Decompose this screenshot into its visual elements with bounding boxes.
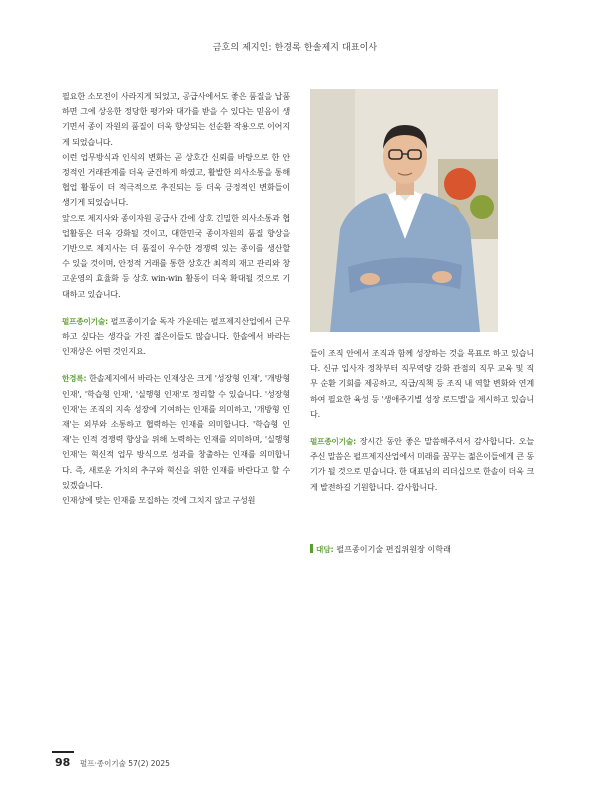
paragraph: 필요한 소모전이 사라지게 되었고, 공급사에서도 좋은 품질을 납품하면 그에 상응한 정당한 평가와 대가를 받을 수 있다는 믿음이 생기면서 종이 자원의 품질이 더욱 향상되는 선순환 작용으로 이어지게 되었습니다.: [62, 91, 290, 147]
journal-citation: 펄프·종이기술 57(2) 2025: [80, 759, 170, 768]
running-header: 금호의 제지인: 한경록 한솔제지 대표이사: [212, 43, 378, 53]
accent-bar: [310, 544, 313, 553]
paragraph: 인재상에 맞는 인재를 모집하는 것에 그치지 않고 구성원: [62, 495, 256, 506]
footer-rule: [52, 751, 74, 753]
paragraph: 들이 조직 안에서 조직과 함께 성장하는 것을 목표로 하고 있습니다. 신규 입사자 정착부터 직무역량 강화 관점의 직무 교육 및 직무 순환 기회를 제공하고, 직급/직책 등 조직 내 역할 변화와 연계하여 필요한 육성 등 '생애주기별 성장 로드맵'을 제시하고 있습니다.: [310, 348, 534, 419]
question-text: 장시간 동안 좋은 말씀해주셔서 감사합니다. 오늘 주신 말씀은 펄프제지산업에서 미래를 꿈꾸는 젊은이들에게 큰 동기가 될 것으로 믿습니다. 한 대표님의 리더십으로 한솔이 더욱 크게 발전하길 기원합니다. 감사합니다.: [310, 436, 535, 492]
question-paragraph: [62, 314, 290, 360]
interviewer-label: 펄프종이기술:: [62, 316, 108, 326]
answer-text: 한솔제지에서 바라는 인재상은 크게 '성장형 인재', '개방형 인재', '학습형 인재', '실행형 인재'로 정리할 수 있습니다. '성장형 인재'는 조직의 지속 성장에 기여하는 인재를 의미하고, '개방형 인재'는 외부와 소통하고 협력하는 인재를 의미합니다. '학습형 인재'는 인적 경쟁력 향상을 위해 노력하는 인재를 의미하며, '실행형 인재'는 혁신적 업무 방식으로 성과를 창출하는 인재를 의미합니다. 즉, 새로운 가치의 추구와 혁신을 위한 인재를 바란다고 할 수 있겠습니다.: [62, 373, 290, 490]
interviewer-credit: [310, 544, 534, 555]
question-text: 펄프종이기술 독자 가운데는 펄프제지산업에서 근무하고 싶다는 생각을 가진 젊은이들도 많습니다. 한솔에서 바라는 인재상은 어떤 것인지요.: [62, 315, 290, 357]
portrait-photo: [310, 89, 498, 332]
paragraph: 앞으로 제지사와 종이자원 공급사 간에 상호 긴밀한 의사소통과 협업활동은 더욱 강화될 것이고, 대한민국 종이자원의 품질 향상을 기반으로 제지사는 더 품질이 우수한 경쟁력 있는 종이를 생산할 수 있을 것이며, 안정적 거래를 통한 상호간 최적의 재고 관리와 창고운영의 효율화 등 상호 win-win 활동이 더욱 확대될 것으로 기대하고 있습니다.: [62, 212, 290, 299]
answer-paragraph: [62, 371, 290, 493]
left-text-column: [62, 89, 290, 508]
paragraph: 이런 업무방식과 인식의 변화는 곧 상호간 신뢰를 바탕으로 한 안정적인 거래관계를 더욱 굳건하게 하였고, 활발한 의사소통을 통해 협업 활동이 더 적극적으로 추진되는 등 더욱 긍정적인 변화들이 생기게 되었습니다.: [62, 151, 290, 208]
interviewee-label: 한경록:: [62, 374, 87, 384]
question-paragraph: [310, 434, 534, 495]
right-text-column: [310, 346, 534, 495]
page-number: 98: [55, 756, 71, 769]
interviewer-label: 펄프종이기술:: [310, 437, 356, 447]
credit-text: 펄프종이기술 편집위원장 이학래: [333, 544, 451, 554]
credit-label: 대담:: [316, 545, 334, 554]
portrait-illustration: [310, 89, 498, 332]
